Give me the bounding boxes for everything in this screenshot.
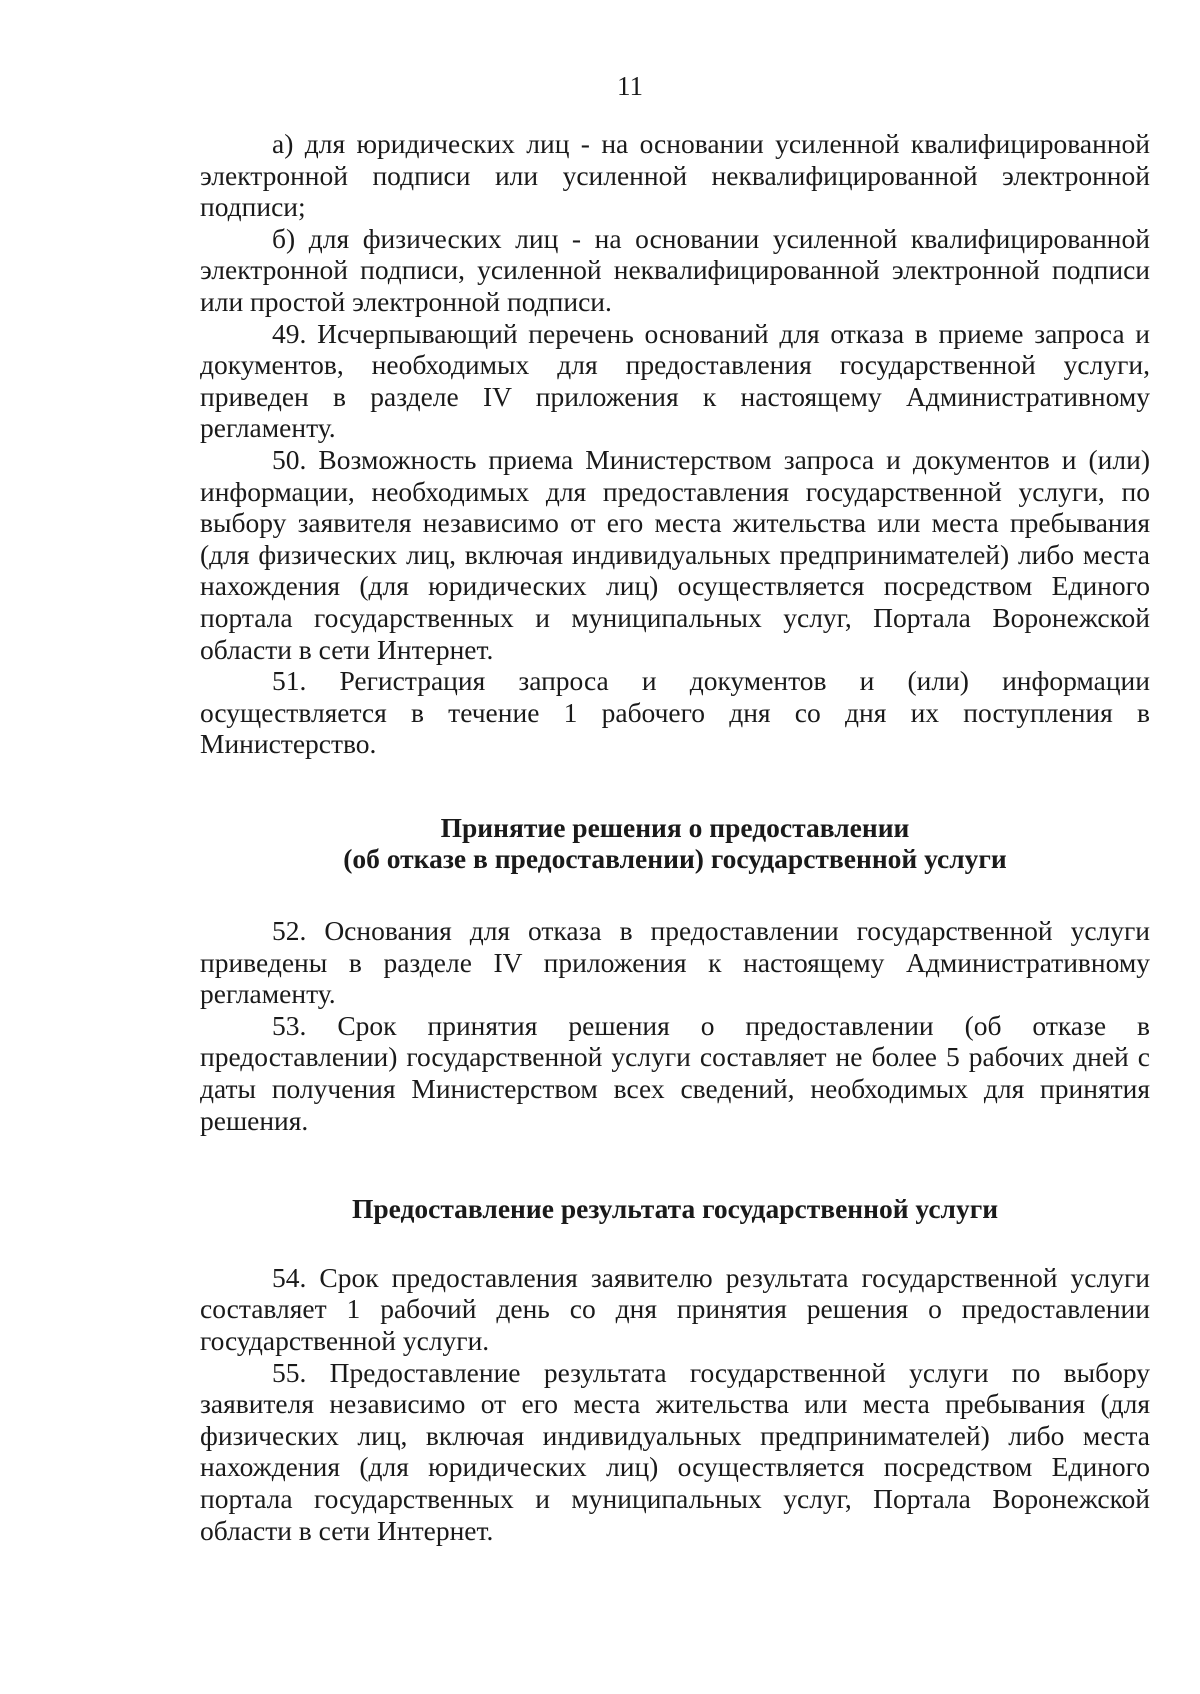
section-heading-result bbox=[200, 1193, 1150, 1225]
paragraph-50: 50. Возможность приема Министерством запроса и документов и (или) информации, необходимых для предоставления государственной услуги, по выбору заявителя независимо от его места жительства или места пребывания (для физических лиц, включая индивидуальных предпринимателей) либо места нахождения (для юридических лиц) осуществляется посредством Единого портала государственных и муниципальных услуг, Портала Воронежской области в сети Интернет. bbox=[200, 443, 1150, 665]
section-heading-decision-line1: Принятие решения о предоставлении bbox=[440, 811, 910, 843]
paragraph-52: 52. Основания для отказа в предоставлении государственной услуги приведены в разделе IV приложения к настоящему Административному регламенту. bbox=[200, 915, 1150, 1010]
paragraph-54: 54. Срок предоставления заявителю результата государственной услуги составляет 1 рабочий день со дня принятия решения о предоставлении государственной услуги. bbox=[200, 1261, 1150, 1356]
section-heading-result-text: Предоставление результата государственной услуги bbox=[351, 1193, 999, 1225]
paragraph-51: 51. Регистрация запроса и документов и (или) информации осуществляется в течение 1 рабочего дня со дня их поступления в Министерство. bbox=[200, 665, 1150, 760]
document-body bbox=[200, 128, 1150, 1546]
paragraph-55: 55. Предоставление результата государственной услуги по выбору заявителя независимо от его места жительства или места пребывания (для физических лиц, включая индивидуальных предпринимателей) либо места нахождения (для юридических лиц) осуществляется посредством Единого портала государственных и муниципальных услуг, Портала Воронежской области в сети Интернет. bbox=[200, 1356, 1150, 1546]
page-number: 11 bbox=[617, 71, 643, 101]
section-heading-decision bbox=[200, 812, 1150, 875]
paragraph-b: б) для физических лиц - на основании усиленной квалифицированной электронной подписи, усиленной неквалифицированной электронной подписи или простой электронной подписи. bbox=[200, 222, 1150, 317]
paragraph-a: а) для юридических лиц - на основании усиленной квалифицированной электронной подписи или усиленной неквалифицированной электронной подписи; bbox=[200, 128, 1150, 223]
paragraph-49: 49. Исчерпывающий перечень оснований для отказа в приеме запроса и документов, необходимых для предоставления государственной услуги, приведен в разделе IV приложения к настоящему Административному регламенту. bbox=[200, 317, 1150, 444]
section-heading-decision-line2: (об отказе в предоставлении) государственной услуги bbox=[343, 843, 1007, 875]
paragraph-53: 53. Срок принятия решения о предоставлении (об отказе в предоставлении) государственной услуги составляет не более 5 рабочих дней с даты получения Министерством всех сведений, необходимых для принятия решения. bbox=[200, 1009, 1150, 1136]
